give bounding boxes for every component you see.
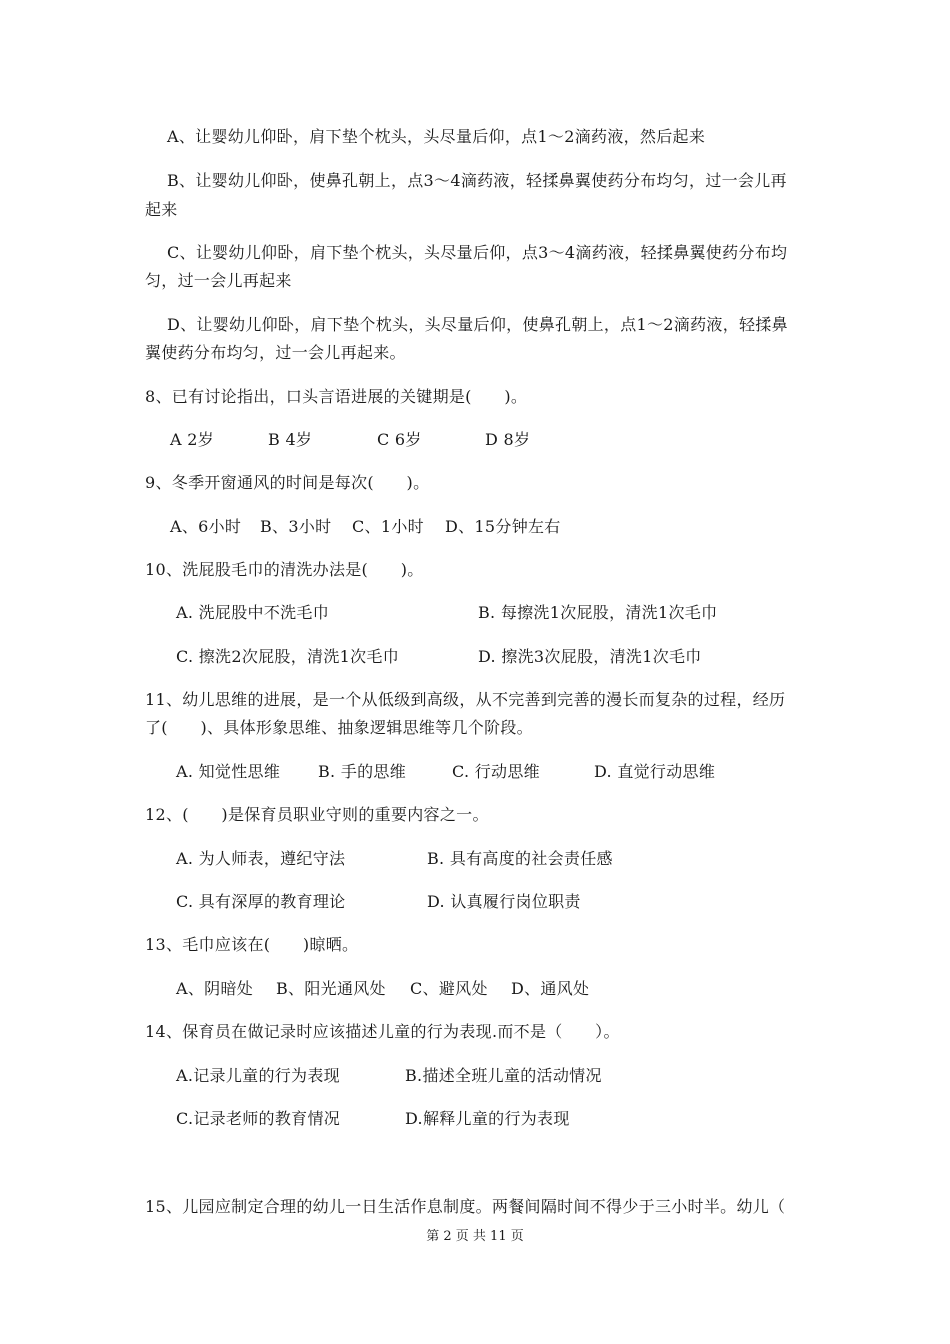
q14-option-c: C.记录老师的教育情况	[176, 1109, 341, 1128]
q12-option-c: C. 具有深厚的教育理论	[176, 892, 346, 911]
q10-stem: 10、洗屁股毛巾的清洗办法是( )。	[145, 560, 424, 579]
q11-stem: 11、幼儿思维的进展，是一个从低级到高级，从不完善到完善的漫长而复杂的过程，经历	[145, 690, 786, 709]
q9-option-a: A、6小时	[170, 517, 242, 536]
q7-option-a: A、让婴幼儿仰卧，肩下垫个枕头，头尽量后仰，点1～2滴药液，然后起来	[167, 127, 706, 146]
q7-option-b-cont: 起来	[145, 200, 178, 219]
page-number: 第 2 页 共 11 页	[426, 1229, 524, 1244]
q10-option-c: C. 擦洗2次屁股，清洗1次毛巾	[176, 647, 400, 666]
q7-option-c: C、让婴幼儿仰卧，肩下垫个枕头，头尽量后仰，点3～4滴药液，轻揉鼻翼使药分布均	[167, 243, 788, 262]
q10-option-d: D. 擦洗3次屁股，清洗1次毛巾	[478, 647, 702, 666]
q14-option-a: A.记录儿童的行为表现	[176, 1066, 340, 1085]
q8-option-d: D 8岁	[485, 430, 531, 449]
q12-option-b: B. 具有高度的社会责任感	[427, 849, 613, 868]
q13-option-c: C、避风处	[410, 979, 488, 998]
q9-option-c: C、1小时	[352, 517, 424, 536]
q15-stem: 15、儿园应制定合理的幼儿一日生活作息制度。两餐间隔时间不得少于三小时半。幼儿（	[145, 1197, 786, 1216]
q11-option-c: C. 行动思维	[452, 762, 540, 781]
q13-option-a: A、阴暗处	[176, 979, 254, 998]
q14-option-d: D.解释儿童的行为表现	[405, 1109, 570, 1128]
q12-stem: 12、( )是保育员职业守则的重要内容之一。	[145, 805, 489, 824]
q8-option-b: B 4岁	[268, 430, 313, 449]
q8-option-a: A 2岁	[170, 430, 215, 449]
q13-stem: 13、毛巾应该在( )晾晒。	[145, 935, 359, 954]
q9-stem: 9、冬季开窗通风的时间是每次( )。	[145, 473, 430, 492]
q11-stem-cont: 了( )、具体形象思维、抽象逻辑思维等几个阶段。	[145, 718, 533, 737]
q10-option-a: A. 洗屁股中不洗毛巾	[176, 603, 330, 622]
q7-option-d: D、让婴幼儿仰卧，肩下垫个枕头，头尽量后仰，使鼻孔朝上，点1～2滴药液，轻揉鼻	[167, 315, 788, 334]
q11-option-b: B. 手的思维	[318, 762, 407, 781]
q8-stem: 8、已有讨论指出，口头言语进展的关键期是( )。	[145, 387, 528, 406]
q12-option-a: A. 为人师表，遵纪守法	[176, 849, 346, 868]
q9-option-b: B、3小时	[260, 517, 332, 536]
q7-option-b: B、让婴幼儿仰卧，使鼻孔朝上，点3～4滴药液，轻揉鼻翼使药分布均匀，过一会儿再	[167, 171, 787, 190]
q7-option-c-cont: 匀，过一会儿再起来	[145, 271, 292, 290]
q12-option-d: D. 认真履行岗位职责	[427, 892, 581, 911]
q13-option-d: D、通风处	[511, 979, 590, 998]
q11-option-d: D. 直觉行动思维	[594, 762, 716, 781]
q14-option-b: B.描述全班儿童的活动情况	[405, 1066, 602, 1085]
q13-option-b: B、阳光通风处	[276, 979, 386, 998]
q11-option-a: A. 知觉性思维	[176, 762, 281, 781]
q10-option-b: B. 每擦洗1次屁股，清洗1次毛巾	[478, 603, 718, 622]
q14-stem: 14、保育员在做记录时应该描述儿童的行为表现.而不是（ ）。	[145, 1022, 620, 1041]
q8-option-c: C 6岁	[377, 430, 422, 449]
q9-option-d: D、15分钟左右	[445, 517, 561, 536]
q7-option-d-cont: 翼使药分布均匀，过一会儿再起来。	[145, 343, 406, 362]
